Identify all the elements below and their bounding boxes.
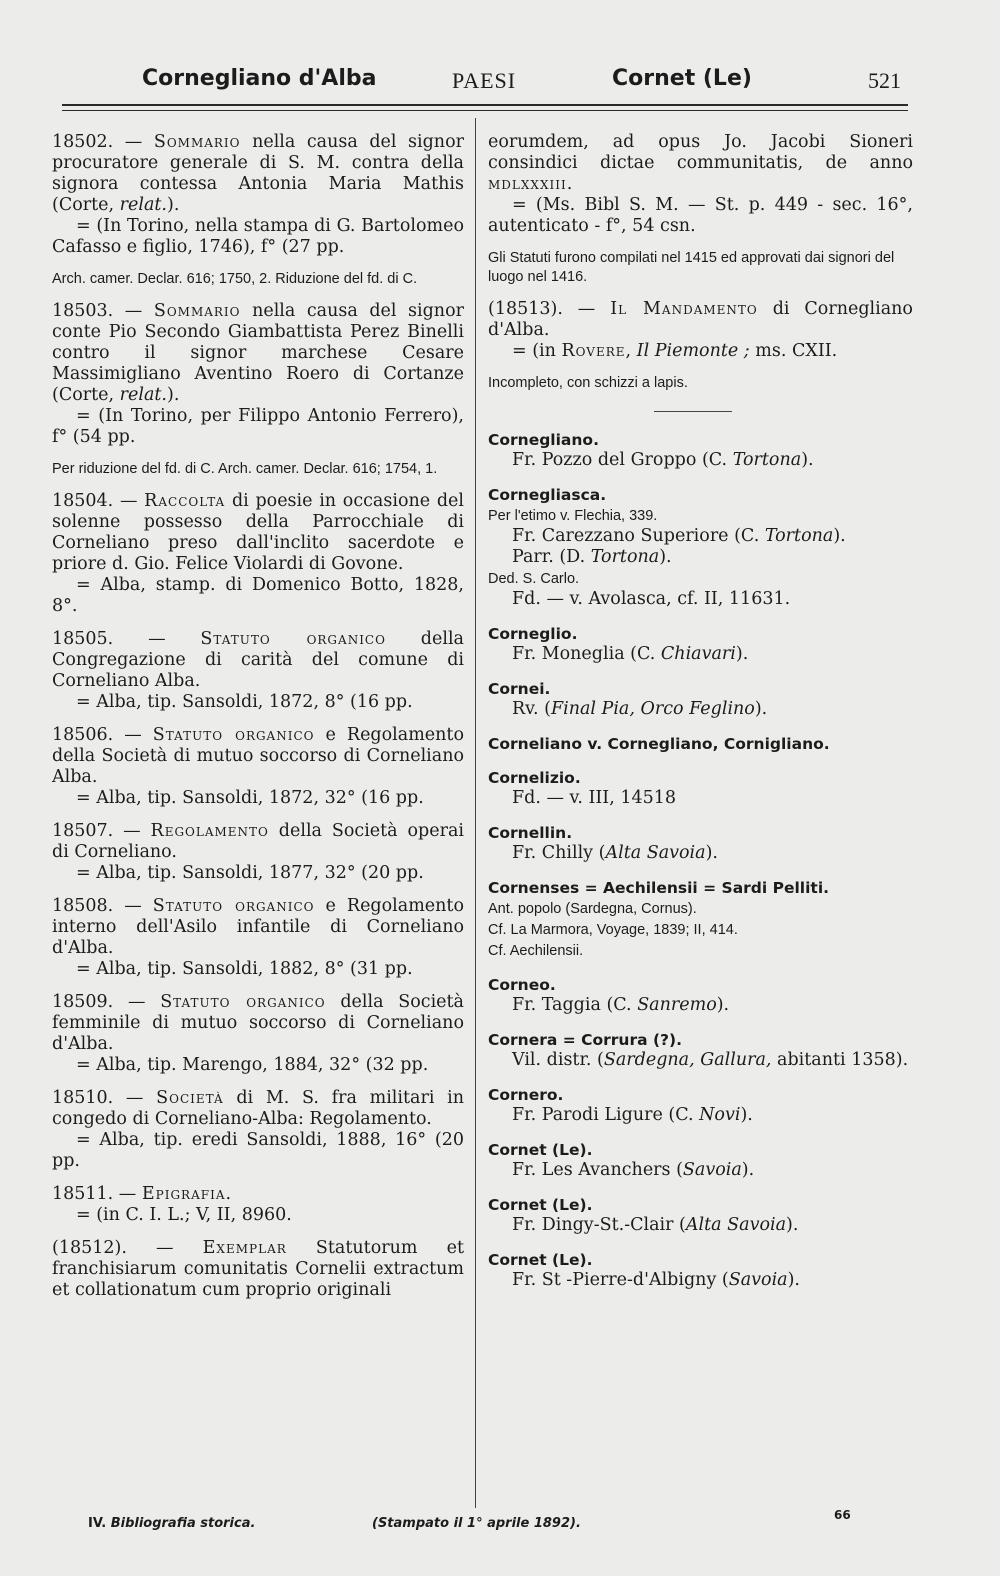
place-entry: [488, 734, 913, 754]
place-line-text: Fd. — v. III, 14518: [512, 788, 677, 808]
entry-pub: = Alba, stamp. di Domenico Botto, 1828, 8°.: [52, 575, 464, 616]
place-name: Cornero.: [488, 1086, 564, 1104]
bib-entry: 18502. — Sommario nella causa del signor procuratore generale di S. M. contra della signora contessa Antonia Maria Mathis (Corte, relat.). = (In Torino, nella stampa di G. Bartolomeo Cafasso e figlio, 1746), f° (27 pp.: [52, 132, 464, 257]
entry-pub-author: Rovere: [561, 341, 626, 361]
place-line: [512, 995, 913, 1016]
continuation-pub: = (Ms. Bibl S. M. — St. p. 449 - sec. 16°, autenticato - f°, 54 csn.: [488, 195, 913, 236]
place-line-region: Tortona: [590, 547, 660, 567]
place-line-region: Tortona: [732, 450, 802, 470]
header-left-title: Cornegliano d'Alba: [142, 66, 377, 91]
entry-tail: ).: [167, 195, 180, 215]
entry-18513: (18513). — Il Mandamento di Cornegliano d'Alba. = (in Rovere, Il Piemonte ; ms. CXII.: [488, 299, 913, 361]
bib-entry: 18510. — Società di M. S. fra militari in congedo di Corneliano-Alba: Regolamento. = Alba, tip. eredi Sansoldi, 1888, 16° (20 pp.: [52, 1088, 464, 1171]
etymology-note: Per l'etimo v. Flechia, 339.: [488, 508, 658, 524]
bib-entry: 18505. — Statuto organico della Congregazione di carità del comune di Corneliano Alba. = Alba, tip. Sansoldi, 1872, 8° (16 pp.: [52, 629, 464, 712]
entry-title: Raccolta: [144, 491, 226, 511]
place-line-tail: ).: [787, 1270, 800, 1290]
place-line-tail: ).: [754, 699, 768, 719]
place-entry: [488, 679, 913, 720]
place-line-region: Alta Savoia: [685, 1215, 787, 1235]
entry-pub-ms: ms. CXII.: [749, 341, 838, 361]
place-line-tail: ).: [716, 995, 730, 1015]
bib-entry: 18509. — Statuto organico della Società femminile di mutuo soccorso di Corneliano d'Alba. = Alba, tip. Marengo, 1884, 32° (32 pp.: [52, 992, 464, 1075]
place-entry: [488, 878, 913, 961]
place-line-region: Novi: [699, 1105, 741, 1125]
place-line-tail: ).: [735, 644, 749, 664]
entry-title: Exemplar: [202, 1238, 287, 1258]
section-separator: [654, 411, 732, 412]
place-name: Cornet (Le).: [488, 1251, 593, 1269]
place-name: Cornenses = Aechilensii = Sardi Pelliti.: [488, 879, 830, 897]
bib-entry: 18503. — Sommario nella causa del signor conte Pio Secondo Giambattista Perez Binelli contro il signor marchese Cesare Massimigliano Aventino Roero di Cortanze (Corte, relat.). = (In Torino, per Filippo Antonio Ferrero), f° (54 pp.: [52, 301, 464, 447]
bib-entry: 18506. — Statuto organico e Regolamento della Società di mutuo soccorso di Corneliano Alba. = Alba, tip. Sansoldi, 1872, 32° (16 pp.: [52, 725, 464, 808]
entry-number: 18510.: [52, 1088, 114, 1108]
entry-number: 18511.: [52, 1184, 114, 1204]
place-entry: [488, 823, 913, 864]
right-column: [488, 132, 913, 1305]
footer-printed-date: (Stampato il 1° aprile 1892).: [372, 1516, 581, 1531]
entry-pub-work: Il Piemonte ;: [636, 341, 750, 361]
place-name: Cornegliano.: [488, 431, 599, 449]
place-name: Cornei.: [488, 680, 551, 698]
place-name: Cornellin.: [488, 824, 573, 842]
entry-text: nella causa del signor procuratore generale di S. M. contra della signora contessa Antonia Maria Mathis (Corte,: [52, 132, 464, 215]
entry-number: 18502.: [52, 132, 114, 152]
header-rule-thin: [62, 110, 908, 111]
place-line-text: Fr. St -Pierre-d'Albigny (: [512, 1270, 729, 1290]
place-line-region: Sardegna, Gallura,: [603, 1050, 772, 1070]
entry-text: di poesie in occasione del solenne possesso della Parrocchiale di Corneliano preso dall'inclito sacerdote e priore d. Gio. Felice Violardi di Govone.: [52, 491, 464, 574]
entry-number: 18507.: [52, 821, 114, 841]
entry-text: nella causa del signor conte Pio Secondo Giambattista Perez Binelli contro il signor marchese Cesare Massimigliano Aventino Roero di Cortanze (Corte,: [52, 301, 464, 405]
place-note: Cf. La Marmora, Voyage, 1839; II, 414.: [488, 922, 738, 938]
bib-entry: 18507. — Regolamento della Società operai di Corneliano. = Alba, tip. Sansoldi, 1877, 32° (20 pp.: [52, 821, 464, 883]
place-line-text: Fr. Carezzano Superiore (C.: [512, 526, 765, 546]
entry-text: di Cornegliano d'Alba.: [488, 299, 913, 340]
place-line-tail: abitanti 1358).: [771, 1050, 909, 1070]
entry-relat: relat.: [119, 385, 167, 405]
continuation-text: eorumdem, ad opus Jo. Jacobi Sioneri consindici dictae communitatis, de anno: [488, 132, 913, 173]
footer-title: Bibliografia storica.: [110, 1516, 256, 1531]
place-entry: [488, 430, 913, 471]
entry-number: (18512).: [52, 1238, 127, 1258]
entry-text: e Regolamento della Società di mutuo soccorso di Corneliano Alba.: [52, 725, 464, 787]
footer-signature: [88, 1516, 255, 1531]
entry-number: 18505.: [52, 629, 114, 649]
entry-18512-continuation: [488, 132, 913, 237]
entry-number: (18513).: [488, 299, 563, 319]
bib-entry: (18512). — Exemplar Statutorum et franchisiarum comunitatis Cornelii extractum et collationatum cum proprio originali: [52, 1238, 464, 1300]
bib-entry: 18508. — Statuto organico e Regolamento interno dell'Asilo infantile di Corneliano d'Alba. = Alba, tip. Sansoldi, 1882, 8° (31 pp.: [52, 896, 464, 979]
place-line-text: Fr. Taggia (C.: [512, 995, 638, 1015]
place-name: Corneliano v. Cornegliano, Cornigliano.: [488, 735, 830, 753]
place-line: [512, 450, 913, 471]
left-column: [52, 132, 464, 1313]
place-name: Cornegliasca.: [488, 486, 607, 504]
place-line: [512, 1270, 913, 1291]
place-line: [512, 843, 913, 864]
place-line-text: Fr. Chilly (: [512, 843, 606, 863]
place-line-tail: ).: [801, 450, 814, 470]
place-entry: [488, 1250, 913, 1291]
place-line-region: Savoia: [682, 1160, 742, 1180]
place-line-tail: ).: [705, 843, 718, 863]
entry-title: Statuto organico: [160, 992, 326, 1012]
entry-pub: = (In Torino, per Filippo Antonio Ferrero), f° (54 pp.: [52, 406, 464, 447]
entry-title: Statuto organico: [200, 629, 386, 649]
place-name: Cornera = Corrura (?).: [488, 1031, 682, 1049]
place-name: Corneo.: [488, 976, 556, 994]
place-line-tail: ).: [740, 1105, 753, 1125]
header-section: PAESI: [452, 68, 517, 93]
place-line-text: Fr. Moneglia (C.: [512, 644, 661, 664]
entry-title: Statuto organico: [152, 725, 315, 745]
place-line-tail: ).: [786, 1215, 799, 1235]
place-line: [512, 1050, 913, 1071]
continuation-note: Gli Statuti furono compilati nel 1415 ed approvati dai signori del luogo nel 1416.: [488, 250, 895, 285]
continuation-year: mdlxxxiii.: [488, 174, 574, 194]
entry-note: Per riduzione del fd. di C. Arch. camer. Declar. 616; 1754, 1.: [52, 461, 438, 477]
place-line: [512, 547, 913, 568]
place-entry: [488, 1030, 913, 1071]
place-entry: [488, 768, 913, 809]
entry-title: Sommario: [153, 132, 241, 152]
entry-18513-note: Incompleto, con schizzi a lapis.: [488, 375, 688, 391]
entry-note: Arch. camer. Declar. 616; 1750, 2. Riduzione del fd. di C.: [52, 271, 418, 287]
entry-relat: relat.: [119, 195, 167, 215]
entry-pub: = Alba, tip. eredi Sansoldi, 1888, 16° (20 pp.: [52, 1130, 464, 1171]
place-line-tail: ).: [741, 1160, 755, 1180]
place-entry: [488, 1195, 913, 1236]
place-line: [512, 699, 913, 720]
entry-title: Regolamento: [150, 821, 269, 841]
entry-text: di M. S. fra militari in congedo di Corneliano-Alba: Regolamento.: [52, 1088, 464, 1129]
place-line: [512, 1160, 913, 1181]
entry-pub-sep: ,: [625, 341, 637, 361]
place-line-text: Rv. (: [512, 699, 551, 719]
place-line-tail: ).: [833, 526, 846, 546]
footer-volume: IV.: [88, 1516, 107, 1531]
place-line-text: Parr. (D.: [512, 547, 591, 567]
place-entry: [488, 485, 913, 610]
place-line-tail: ).: [659, 547, 672, 567]
entry-pub: = (in: [512, 341, 562, 361]
entry-number: 18509.: [52, 992, 114, 1012]
bib-entry: 18511. — Epigrafia. = (in C. I. L.; V, II, 8960.: [52, 1184, 464, 1226]
place-note: Cf. Aechilensii.: [488, 943, 584, 959]
place-line: [512, 1105, 913, 1126]
place-line: [512, 526, 913, 547]
entry-pub: = Alba, tip. Sansoldi, 1872, 8° (16 pp.: [76, 692, 413, 712]
place-name: Cornet (Le).: [488, 1141, 593, 1159]
column-divider: [475, 118, 476, 1508]
place-note: Ded. S. Carlo.: [488, 571, 580, 587]
header-right-title: Cornet (Le): [612, 66, 752, 91]
place-entry: [488, 624, 913, 665]
place-line-text: Vil. distr. (: [512, 1050, 604, 1070]
place-line: Fd. — v. Avolasca, cf. II, 11631.: [512, 589, 791, 609]
place-line-region: Chiavari: [660, 644, 736, 664]
place-line-text: Fr. Parodi Ligure (C.: [512, 1105, 700, 1125]
entry-title: Statuto organico: [152, 896, 315, 916]
entry-text: della Società operai di Corneliano.: [52, 821, 464, 862]
place-name: Cornelizio.: [488, 769, 581, 787]
place-line-region: Final Pia, Orco Feglino: [550, 699, 755, 719]
entry-title: Sommario: [153, 301, 241, 321]
place-name: Corneglio.: [488, 625, 578, 643]
place-note: Ant. popolo (Sardegna, Cornus).: [488, 901, 697, 917]
entry-text: della Società femminile di mutuo soccorso di Corneliano d'Alba.: [52, 992, 464, 1054]
bib-entry: 18504. — Raccolta di poesie in occasione del solenne possesso della Parrocchiale di Corneliano preso dall'inclito sacerdote e priore d. Gio. Felice Violardi di Govone. = Alba, stamp. di Domenico Botto, 1828, 8°.: [52, 491, 464, 616]
place-line: [512, 1215, 913, 1236]
running-header: [0, 62, 1000, 102]
place-line-region: Savoia: [728, 1270, 788, 1290]
place-line-region: Sanremo: [637, 995, 717, 1015]
entry-pub: = (In Torino, nella stampa di G. Bartolomeo Cafasso e figlio, 1746), f° (27 pp.: [52, 216, 464, 257]
entry-tail: ).: [167, 385, 180, 405]
entry-title: Epigrafia.: [141, 1184, 233, 1204]
place-line: [512, 788, 913, 809]
place-line: [512, 644, 913, 665]
place-name: Cornet (Le).: [488, 1196, 593, 1214]
entry-pub: = Alba, tip. Marengo, 1884, 32° (32 pp.: [76, 1055, 429, 1075]
entry-number: 18504.: [52, 491, 114, 511]
page-number: 521: [868, 68, 901, 93]
place-line-text: Fr. Pozzo del Groppo (C.: [512, 450, 733, 470]
entry-number: 18508.: [52, 896, 114, 916]
entry-text: Statutorum et franchisiarum comunitatis Cornelii extractum et collationatum cum proprio originali: [52, 1238, 464, 1300]
place-entry: [488, 1085, 913, 1126]
entry-number: 18506.: [52, 725, 114, 745]
footer-sheet-number: 66: [834, 1508, 851, 1522]
entry-title: Società: [156, 1088, 224, 1108]
entry-text: e Regolamento interno dell'Asilo infantile di Corneliano d'Alba.: [52, 896, 464, 958]
entry-pub: = Alba, tip. Sansoldi, 1872, 32° (16 pp.: [76, 788, 424, 808]
entry-title: Il Mandamento: [610, 299, 758, 319]
place-entry: [488, 1140, 913, 1181]
entry-pub: = Alba, tip. Sansoldi, 1882, 8° (31 pp.: [76, 959, 413, 979]
entry-pub: = (in C. I. L.; V, II, 8960.: [76, 1205, 292, 1225]
header-rule: [62, 104, 908, 106]
place-entries: [488, 430, 913, 1291]
entry-pub: = Alba, tip. Sansoldi, 1877, 32° (20 pp.: [76, 863, 424, 883]
place-line-text: Fr. Dingy-St.-Clair (: [512, 1215, 686, 1235]
place-entry: [488, 975, 913, 1016]
entry-number: 18503.: [52, 301, 114, 321]
place-line-region: Alta Savoia: [605, 843, 706, 863]
place-line-text: Fr. Les Avanchers (: [512, 1160, 683, 1180]
place-line-region: Tortona: [764, 526, 834, 546]
entry-text: della Congregazione di carità del comune di Corneliano Alba.: [52, 629, 464, 691]
